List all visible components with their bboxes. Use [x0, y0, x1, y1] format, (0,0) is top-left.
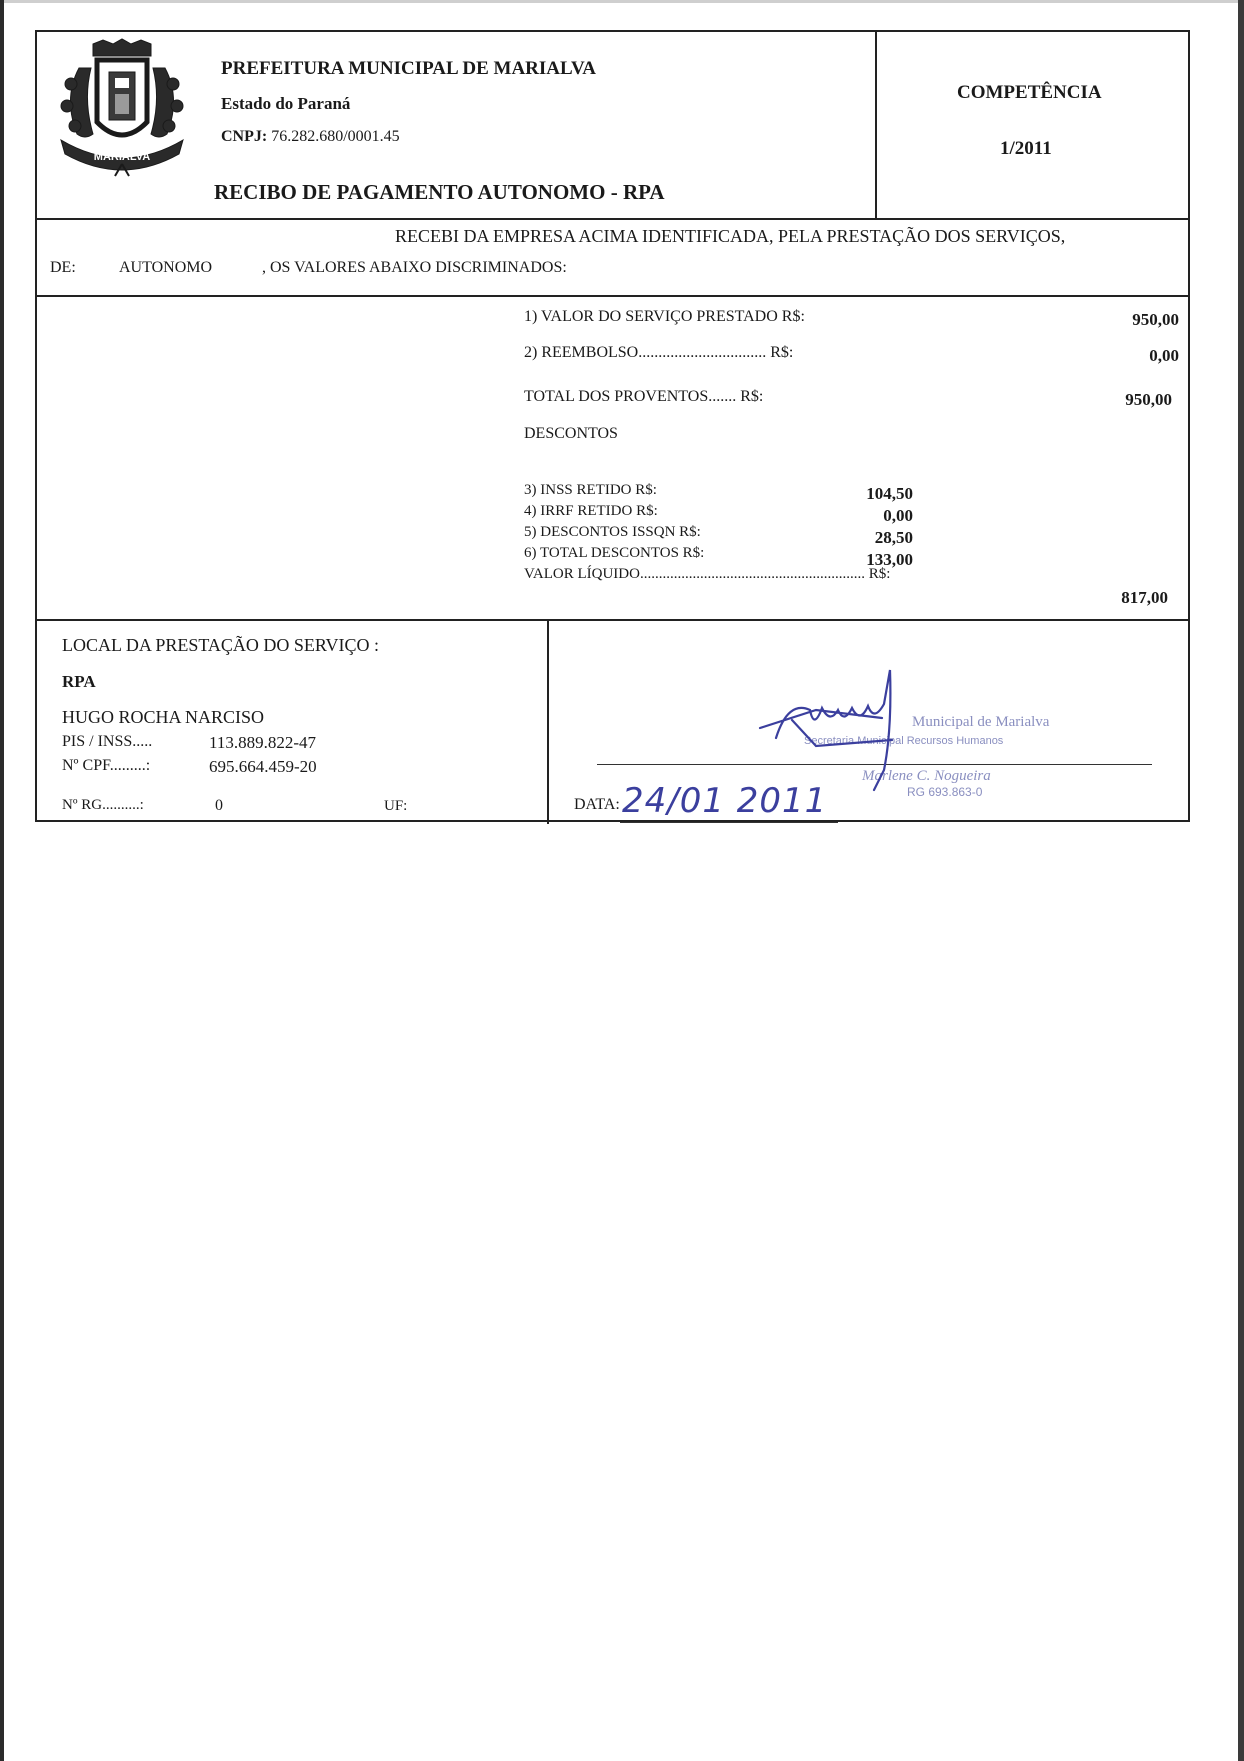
- cnpj: [221, 128, 400, 146]
- issqn-value: 28,50: [874, 528, 913, 547]
- irrf-value: 0,00: [883, 506, 913, 525]
- cnpj-label: CNPJ:: [221, 128, 268, 145]
- pis-value: 113.889.822-47: [209, 733, 317, 752]
- date-value: 24/01 2011: [622, 781, 828, 821]
- scan-edge-right: [1238, 0, 1244, 1761]
- provider-name: HUGO ROCHA NARCISO: [62, 707, 265, 727]
- rg-label: Nº RG..........:: [62, 797, 144, 813]
- statement-line2: , OS VALORES ABAIXO DISCRIMINADOS:: [262, 259, 567, 276]
- scan-edge-top: [0, 0, 1244, 3]
- liquido-value: 817,00: [1121, 588, 1168, 607]
- cpf-value: 695.664.459-20: [209, 757, 317, 776]
- receipt-form: [35, 30, 1190, 822]
- proventos-value: 950,00: [1125, 390, 1172, 409]
- total-descontos-label: 6) TOTAL DESCONTOS R$:: [524, 545, 705, 561]
- statement-bottom-line: [37, 295, 1188, 297]
- de-value: AUTONOMO: [119, 259, 213, 276]
- signature-stamp: [752, 660, 1082, 820]
- crest-ribbon-text: MARIALVA: [93, 151, 151, 163]
- stamp-line2: Secretaria Municipal Recursos Humanos: [804, 735, 1004, 747]
- inss-value: 104,50: [866, 484, 913, 503]
- de-label: DE:: [50, 259, 76, 276]
- stamp-line3: Marlene C. Nogueira: [862, 768, 991, 784]
- scan-edge-left: [0, 0, 4, 1761]
- date-underline: [620, 822, 838, 823]
- local-label: LOCAL DA PRESTAÇÃO DO SERVIÇO :: [62, 635, 379, 655]
- document-title: RECIBO DE PAGAMENTO AUTONOMO - RPA: [214, 180, 665, 204]
- competencia-label: COMPETÊNCIA: [957, 82, 1102, 103]
- municipal-crest-icon: [55, 38, 190, 178]
- cpf-label: Nº CPF.........:: [62, 757, 151, 774]
- competencia-value: 1/2011: [1000, 138, 1052, 159]
- reembolso-label: 2) REEMBOLSO................................ R$:: [524, 344, 794, 361]
- total-descontos-value: 133,00: [866, 550, 913, 569]
- servico-label: 1) VALOR DO SERVIÇO PRESTADO R$:: [524, 308, 805, 325]
- irrf-label: 4) IRRF RETIDO R$:: [524, 503, 658, 519]
- date-label: DATA:: [574, 796, 620, 813]
- descontos-header: DESCONTOS: [524, 425, 618, 442]
- local-value: RPA: [62, 672, 96, 691]
- uf-label: UF:: [384, 798, 408, 814]
- inss-label: 3) INSS RETIDO R$:: [524, 482, 657, 498]
- liquido-label: VALOR LÍQUIDO............................................................ R$:: [524, 566, 891, 582]
- rg-value: 0: [215, 797, 223, 814]
- issqn-label: 5) DESCONTOS ISSQN R$:: [524, 524, 701, 540]
- stamp-line4: RG 693.863-0: [907, 785, 983, 799]
- stamp-line1: Municipal de Marialva: [912, 714, 1050, 730]
- state-name: Estado do Paraná: [221, 94, 351, 113]
- statement-line1: RECEBI DA EMPRESA ACIMA IDENTIFICADA, PELA PRESTAÇÃO DOS SERVIÇOS,: [395, 226, 1066, 246]
- pis-label: PIS / INSS.....: [62, 733, 153, 750]
- header-divider: [875, 32, 877, 218]
- header-bottom-line: [37, 218, 1188, 220]
- org-name: PREFEITURA MUNICIPAL DE MARIALVA: [221, 58, 596, 79]
- reembolso-value: 0,00: [1149, 346, 1179, 365]
- cnpj-value: 76.282.680/0001.45: [271, 128, 400, 145]
- provider-divider: [547, 619, 549, 824]
- servico-value: 950,00: [1132, 310, 1179, 329]
- values-bottom-line: [37, 619, 1188, 621]
- proventos-label: TOTAL DOS PROVENTOS....... R$:: [524, 388, 764, 405]
